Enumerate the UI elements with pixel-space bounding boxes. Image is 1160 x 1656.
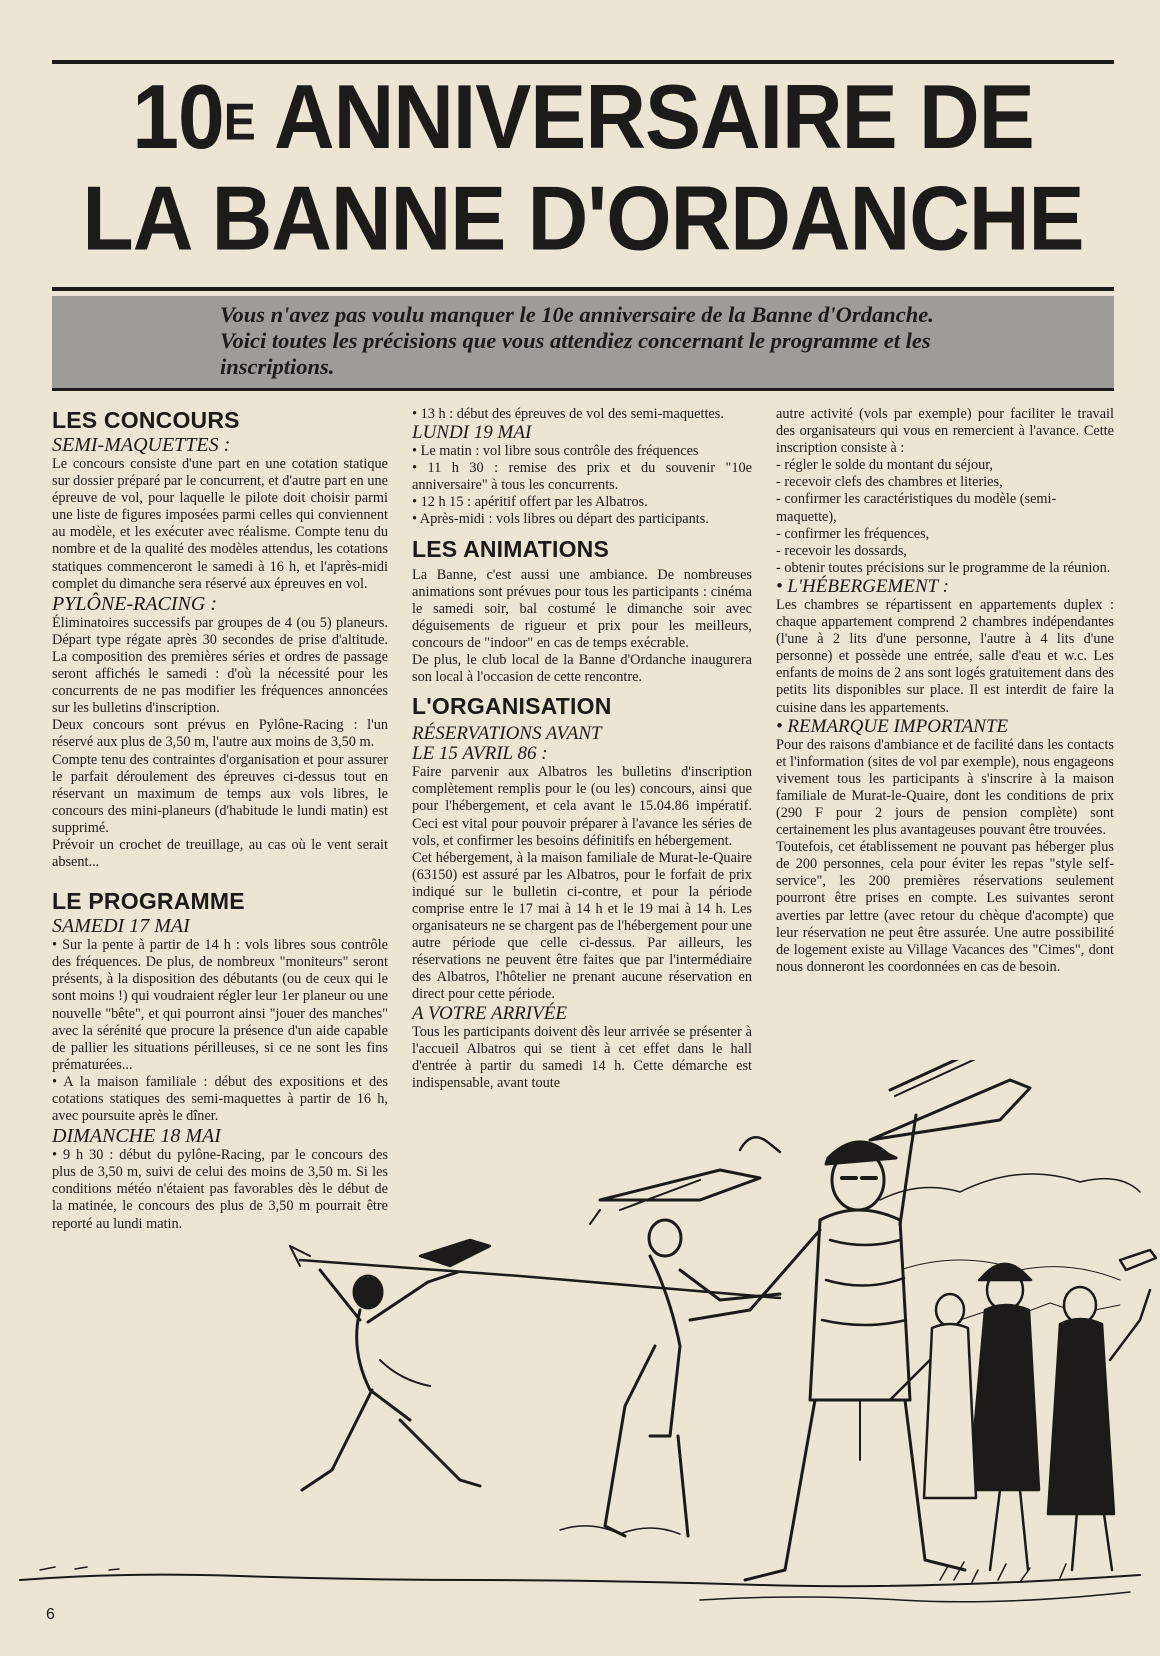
- paragraph: Compte tenu des contraintes d'organisation et pour assurer le parfait déroulement des épreuves ci-dessus tout en réservant un maximum de temps aux vols libres, le concours des mini-planeurs (d'habitude le lundi matin) est supprimé.: [52, 751, 388, 836]
- paragraph: Toutefois, cet établissement ne pouvant pas héberger plus de 200 personnes, cela pour éviter les repas "style self-service", les 200 premières réservations seulement pourront être prises en compte. Les suivantes seront averties par lettre (avec retour du chèque d'acompte) que leur réservation ne peut être assurée. Une autre possibilité de logement existe au Village Vacances des "Cimes", dont nous donneront les coordonnées en cas de besoin.: [776, 839, 1114, 975]
- paragraph: Faire parvenir aux Albatros les bulletins d'inscription complètement remplis pour le (ou les) concours, ainsi que pour l'hébergement, et cela avant le 15.04.86 impératif. Ceci est vital pour pouvoir préparer à l'avance les séries de vols, et confirmer les besoins définitifs en hébergement.: [412, 764, 752, 849]
- paragraph: Prévoir un crochet de treuillage, au cas où le vent serait absent...: [52, 836, 388, 871]
- paragraph: • 13 h : début des épreuves de vol des semi-maquettes.: [412, 406, 724, 422]
- column-3: [776, 406, 1114, 976]
- paragraph: De plus, le club local de la Banne d'Ordanche inaugurera son local à l'occasion de cette rencontre.: [412, 652, 752, 686]
- subtitle-reservations-1: RÉSERVATIONS AVANT: [412, 723, 602, 745]
- subtitle-hebergement: • L'HÉBERGEMENT :: [776, 575, 949, 597]
- list-item: - recevoir clefs des chambres et literies,: [776, 474, 1003, 491]
- subtitle-arrivee: A VOTRE ARRIVÉE: [412, 1002, 567, 1024]
- paragraph: autre activité (vols par exemple) pour faciliter le travail des organisateurs qui vous en remercient à l'avance. Cette inscription consiste à :: [776, 406, 1114, 457]
- subtitle-remarque: • REMARQUE IMPORTANTE: [776, 715, 1009, 737]
- section-title-animations: LES ANIMATIONS: [412, 535, 610, 562]
- paragraph: • Sur la pente à partir de 14 h : vols libres sous contrôle des fréquences. De plus, de nombreux "moniteurs" seront présents, à la disposition des débutants (ou de ceux qui le sont moins !) qui voudraient régler leur 1er planeur ou une nouvelle "bête", et qui pourront ainsi "jouer des manches" avec la sérénité que procure la présence d'un aide capable de pallier les situations périlleuses, si ce ne sont les fins prématurées...: [52, 937, 388, 1073]
- paragraph: • 9 h 30 : début du pylône-Racing, par le concours des plus de 3,50 m, suivi de celui des moins de 3,50 m. Si les conditions météo n'étaient pas favorables dès le début de la matinée, le concours des plus de 3,50 m pourrait être reporté au lundi matin.: [52, 1147, 388, 1232]
- list-item: - régler le solde du montant du séjour,: [776, 457, 994, 474]
- subtitle-lundi: LUNDI 19 MAI: [412, 422, 532, 444]
- list-item: - obtenir toutes précisions sur le programme de la réunion.: [776, 559, 1111, 576]
- headline-line-1: [52, 66, 1114, 168]
- headline-number: 10: [132, 66, 224, 168]
- subtitle-reservations-2: LE 15 AVRIL 86 :: [412, 743, 548, 765]
- subtitle-semi-maquettes: SEMI-MAQUETTES :: [52, 434, 231, 456]
- paragraph: Cet hébergement, à la maison familiale de Murat-le-Quaire (63150) est assuré par les Albatros, pour le forfait de prix indiqué sur le bulletin ci-contre, et pour la période comprise entre le 17 mai à 14 h et le 19 mai à 14 h. Les organisateurs ne se chargent pas de l'hébergement pour une autre période que celle ci-dessus. Par ailleurs, les réservations ne peuvent être faites que par l'intermédiaire des Albatros, l'hôtelier ne prenant aucune réservation en direct pour cette période.: [412, 849, 752, 1003]
- paragraph: • Après-midi : vols libres ou départ des participants.: [412, 511, 709, 528]
- pilot-figure-kneeling: [605, 1220, 780, 1536]
- headline-bottom-rule: [52, 287, 1114, 291]
- large-glider-drawing: [870, 1060, 1140, 1140]
- page-number: 6: [46, 1606, 55, 1623]
- list-item: - recevoir les dossards,: [776, 542, 908, 559]
- paragraph: • 11 h 30 : remise des prix et du souvenir "10e anniversaire" à tous les concurrents.: [412, 460, 752, 494]
- subtitle-dimanche: DIMANCHE 18 MAI: [52, 1125, 221, 1148]
- section-title-organisation: L'ORGANISATION: [412, 693, 612, 720]
- headline: [52, 66, 1114, 269]
- paragraph: • A la maison familiale : début des expositions et des cotations statiques des semi-maquettes à partir de 16 h, avec poursuite après le dîner.: [52, 1073, 388, 1125]
- list-item: - confirmer les fréquences,: [776, 525, 930, 542]
- list-item: - confirmer les caractéristiques du modèle (semi-maquette),: [776, 491, 1057, 525]
- paragraph: Tous les participants doivent dès leur arrivée se présenter à l'accueil Albatros qui se tient à cet effet dans le hall d'entrée à partir du samedi 14 h. Cette démarche est indispensable, avant toute: [412, 1023, 752, 1091]
- top-rule: [52, 60, 1114, 64]
- paragraph: La Banne, c'est aussi une ambiance. De nombreuses animations sont prévues pour tous les participants : cinéma le samedi soir, bal costumé le dimanche soir avec déguisements de rigueur et prix pour les meilleurs, concours de "indoor" en cas de temps exécrable.: [412, 566, 752, 651]
- running-figure-left: [302, 1270, 480, 1490]
- paragraph: Éliminatoires successifs par groupes de 4 (ou 5) planeurs. Départ type régate après 30 secondes de prise d'altitude. La composition des premières séries et ordres de passage seront affichés le samedi : d'où la nécessité pour les concurrents de ne pas modifier les fréquences annoncées sur les bulletins d'inscription.: [52, 614, 388, 717]
- paragraph: Deux concours sont prévus en Pylône-Racing : l'un réservé aux plus de 3,50 m, l'autre aux moins de 3,50 m.: [52, 717, 388, 751]
- spectator-crowd: [890, 1250, 1156, 1570]
- section-title-programme: LE PROGRAMME: [52, 888, 245, 915]
- paragraph: Le concours consiste d'une part en une cotation statique sur dossier préparé par le concurrent, et d'autre part en une épreuve de vol, pour laquelle le pilote doit choisir parmi une liste de figures imposées parmi celles qui conviennent au modèle, et les exécuter avec réalisme. Compte tenu du nombre et de la qualité des modèles attendus, les cotations statiques commenceront le samedi à 16 h, et l'après-midi complet du dimanche sera réservé aux épreuves en vol.: [52, 456, 388, 592]
- intro-text: Vous n'avez pas voulu manquer le 10e anniversaire de la Banne d'Ordanche. Voici toutes les précisions que vous attendiez concernant le programme et les inscriptions.: [220, 302, 934, 379]
- section-title-concours: LES CONCOURS: [52, 407, 240, 433]
- headline-line-2: LA BANNE D'ORDANCHE: [82, 167, 1084, 270]
- subtitle-pylone-racing: PYLÔNE-RACING :: [52, 592, 217, 615]
- paragraph: • 12 h 15 : apéritif offert par les Albatros.: [412, 494, 648, 511]
- headline-line-1-text: ANNIVERSAIRE DE: [254, 66, 1034, 168]
- column-2: [412, 406, 752, 1092]
- small-glider-drawing: [590, 1137, 780, 1224]
- headline-superscript: E: [223, 94, 255, 152]
- glider-launch-illustration: [0, 1060, 1160, 1656]
- paragraph: Les chambres se répartissent en appartements duplex : chaque appartement comprend 2 chambres indépendantes (l'une à 2 lits d'une personne, l'autre à 4 lits d'une personne) et possède une entrée, salle d'eau et w.c. Les enfants de moins de 2 ans sont logés gratuitement dans des petits lits disponibles sur place. Il est interdit de faire la cuisine dans les appartements.: [776, 596, 1114, 716]
- paragraph: Pour des raisons d'ambiance et de facilité dans les contacts et l'information (sites de vol par exemple), nous engageons vivement tous les participants à s'inscrire à la maison familiale de Murat-le-Quaire, dont les conditions de prix (290 F pour 2 jours de pension complète) sont certainement les plus avantageuses pouvant être trouvées.: [776, 736, 1114, 839]
- paragraph: • Le matin : vol libre sous contrôle des fréquences: [412, 443, 699, 460]
- subtitle-samedi: SAMEDI 17 MAI: [52, 915, 190, 938]
